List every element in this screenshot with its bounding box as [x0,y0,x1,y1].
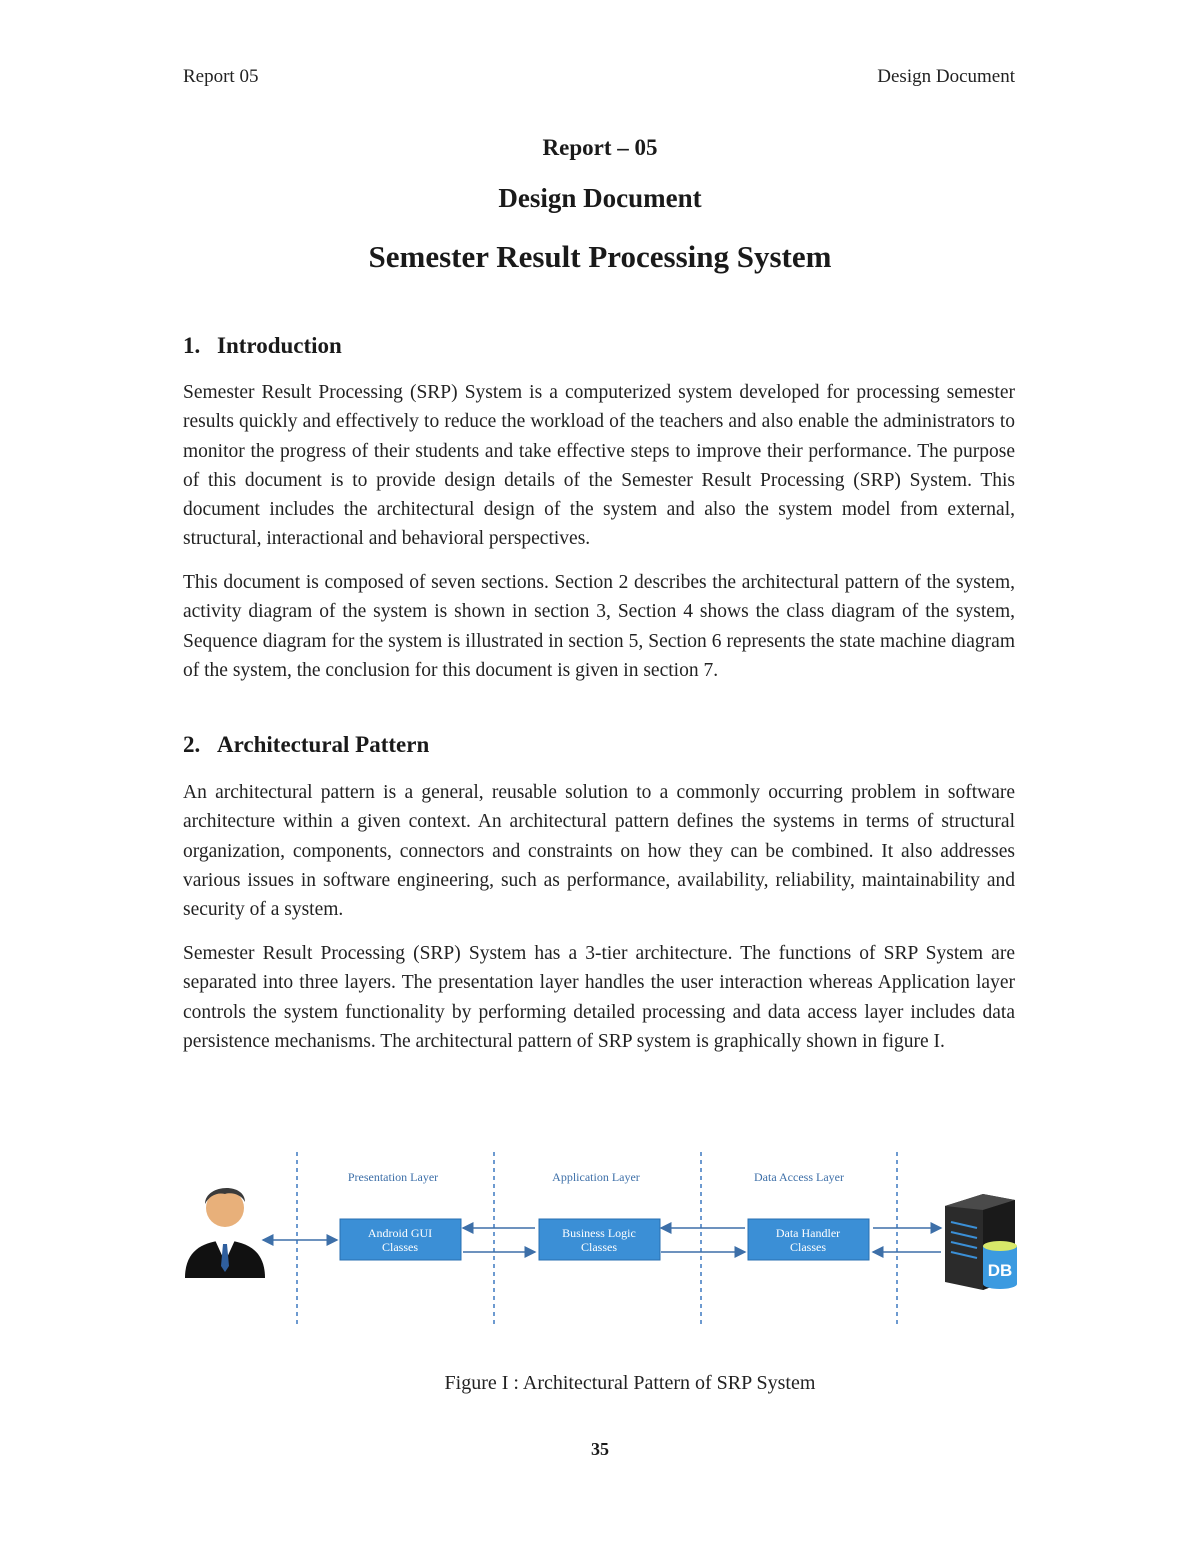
box-android-gui [340,1219,461,1260]
arch-paragraph-1: An architectural pattern is a general, reusable solution to a commonly occurring problem in software architecture within a given context. An architectural pattern defines the systems in terms of structural organization, components, connectors and constraints on how they can be combined. It also addresses various issues in software engineering, such as performance, availability, reliability, maintainability and security of a system. [183,782,1015,921]
section-heading-introduction [183,333,342,359]
report-title: Report – 05 [542,135,658,160]
box-label-line2: Classes [382,1240,418,1254]
box-label-line2: Classes [790,1240,826,1254]
section-title: Introduction [217,333,342,358]
database-server-icon [945,1194,1017,1290]
box-label-line2: Classes [581,1240,617,1254]
system-title: Semester Result Processing System [368,239,832,274]
layer-label-data-access: Data Access Layer [754,1170,844,1184]
layer-label-presentation: Presentation Layer [347,1170,439,1184]
arch-paragraph-2: Semester Result Processing (SRP) System has a 3-tier architecture. The functions of SRP System are separated into three layers. The presentation layer handles the user interaction whereas Application layer controls the system functionality by performing detailed processing and data access layer includes data persistence mechanisms. The architectural pattern of SRP system is graphically shown in figure I. [183,943,1015,1052]
box-label-line1: Android GUI [367,1226,433,1240]
architecture-diagram [183,1150,1018,1328]
running-header-right: Design Document [877,66,1015,87]
box-data-handler [748,1219,869,1260]
section-heading-architectural-pattern [183,732,429,758]
box-business-logic [539,1219,660,1260]
document-title: Design Document [498,183,702,213]
intro-paragraph-1: Semester Result Processing (SRP) System is a computerized system developed for processing semester results quickly and effectively to reduce the workload of the teachers and also enable the administrators to monitor the progress of their students and take effective steps to improve their performance. The purpose of this document is to provide design details of the Semester Result Processing (SRP) System. This document includes the architectural design of the system and also the system model from external, structural, interactional and behavioral perspectives. [183,382,1015,550]
box-label-line1: Business Logic [562,1226,636,1240]
section-number: 2. [183,732,201,757]
page-number: 35 [591,1439,609,1459]
running-header-left: Report 05 [183,66,259,87]
section-number: 1. [183,333,201,358]
box-label-line1: Data Handler [775,1226,841,1240]
user-icon [185,1188,265,1278]
intro-paragraph-2: This document is composed of seven sections. Section 2 describes the architectural pattern of the system, activity diagram of the system is shown in section 3, Section 4 shows the class diagram of the system, Sequence diagram for the system is illustrated in section 5, Section 6 represents the state machine diagram of the system, the conclusion for this document is given in section 7. [183,572,1015,681]
section-title: Architectural Pattern [217,732,430,757]
figure-caption: Figure I : Architectural Pattern of SRP System [444,1372,816,1394]
db-label: DB [987,1261,1013,1280]
layer-label-application: Application Layer [552,1170,640,1184]
